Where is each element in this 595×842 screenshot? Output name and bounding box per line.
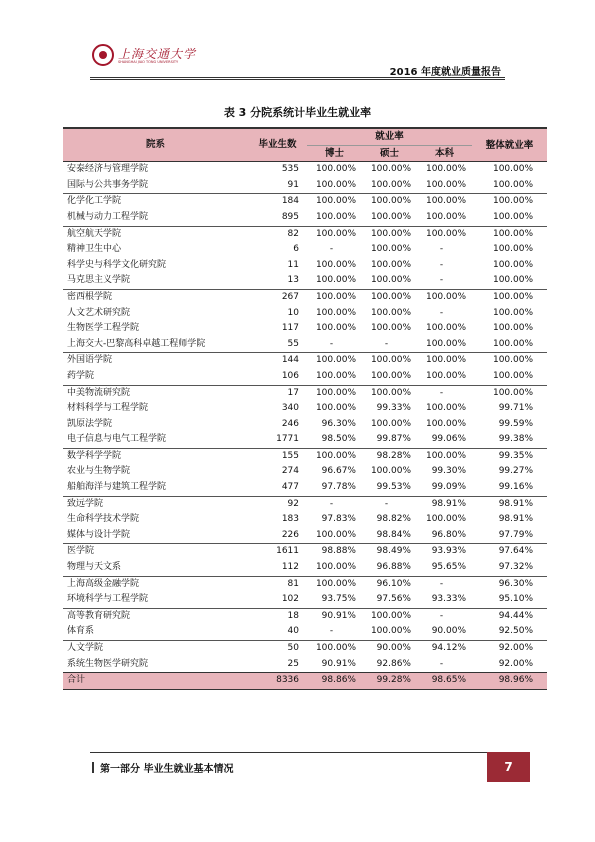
overall-cell: 100.00%	[492, 164, 534, 175]
master-cell: 96.10%	[376, 578, 411, 589]
phd-cell: 98.88%	[321, 546, 356, 557]
master-cell: 99.87%	[376, 434, 411, 445]
count-cell: 81	[287, 578, 299, 589]
count-cell: 17	[287, 387, 299, 398]
bachelor-cell: 100.00%	[425, 196, 467, 207]
table-row	[63, 576, 547, 592]
overall-cell: 99.71%	[498, 403, 534, 414]
table-row	[63, 544, 547, 560]
bachelor-cell: 99.30%	[431, 466, 467, 477]
total-count: 8336	[248, 673, 307, 690]
count-cell: 55	[287, 338, 299, 349]
master-cell: 100.00%	[370, 307, 411, 318]
bachelor-cell: 99.09%	[431, 482, 467, 493]
bachelor-cell: 94.12%	[431, 643, 467, 653]
dept-cell: 航空航天学院	[67, 228, 122, 239]
overall-cell: 100.00%	[492, 275, 534, 286]
table-row	[63, 624, 547, 640]
bachelor-cell: 96.80%	[431, 529, 467, 540]
bachelor-cell: 98.91%	[431, 498, 467, 509]
total-master: 99.28%	[362, 673, 417, 690]
phd-cell: 100.00%	[315, 164, 356, 175]
total-phd: 98.86%	[307, 673, 362, 690]
overall-cell: 95.10%	[498, 594, 534, 605]
overall-cell: 100.00%	[492, 228, 534, 239]
bachelor-cell: 100.00%	[425, 450, 467, 461]
table-row	[63, 448, 547, 464]
bachelor-cell: 95.65%	[431, 562, 467, 573]
dept-cell: 媒体与设计学院	[67, 529, 131, 540]
total-row	[63, 673, 547, 690]
phd-cell: 100.00%	[315, 228, 356, 239]
count-cell: 91	[287, 179, 299, 190]
dept-cell: 外国语学院	[67, 355, 113, 366]
table-row	[63, 657, 547, 673]
bachelor-cell: -	[439, 244, 444, 255]
count-cell: 50	[287, 643, 299, 653]
overall-cell: 99.59%	[498, 418, 534, 429]
bachelor-cell: 100.00%	[425, 355, 467, 366]
master-cell: 99.53%	[376, 482, 411, 493]
university-seal-icon	[92, 44, 114, 66]
bachelor-cell: 100.00%	[425, 228, 467, 239]
phd-cell: 97.83%	[321, 514, 356, 525]
overall-cell: 100.00%	[492, 387, 534, 398]
overall-cell: 96.30%	[498, 578, 534, 589]
phd-cell: 93.75%	[321, 594, 356, 605]
count-cell: 6	[293, 244, 299, 255]
table-row	[63, 337, 547, 353]
overall-cell: 99.35%	[498, 450, 534, 461]
count-cell: 112	[281, 562, 299, 573]
footer-section	[92, 760, 233, 775]
bachelor-cell: -	[439, 259, 444, 270]
master-cell: 90.00%	[376, 643, 411, 653]
table-row	[63, 210, 547, 226]
phd-cell: 90.91%	[321, 658, 356, 669]
footer-section-label: 第一部分 毕业生就业基本情况	[100, 764, 234, 775]
report-title: 2016 年度就业质量报告	[389, 67, 501, 78]
master-cell: 98.49%	[376, 546, 411, 557]
header-phd: 博士	[307, 145, 362, 162]
bachelor-cell: 100.00%	[425, 211, 467, 222]
bachelor-cell: 100.00%	[425, 291, 467, 302]
phd-cell: 100.00%	[315, 196, 356, 207]
bachelor-cell: 90.00%	[431, 626, 467, 637]
count-cell: 1611	[276, 546, 299, 557]
dept-cell: 安泰经济与管理学院	[67, 164, 149, 175]
header-dept: 院系	[63, 128, 248, 162]
phd-cell: 100.00%	[315, 323, 356, 334]
dept-cell: 中美物流研究院	[67, 387, 131, 398]
dept-cell: 体育系	[67, 626, 95, 637]
count-cell: 1771	[276, 434, 299, 445]
table-row	[63, 496, 547, 512]
bachelor-cell: 100.00%	[425, 323, 467, 334]
master-cell: 100.00%	[370, 418, 411, 429]
dept-cell: 医学院	[67, 546, 95, 557]
master-cell: 100.00%	[370, 466, 411, 477]
dept-cell: 上海交大-巴黎高科卓越工程师学院	[67, 338, 206, 349]
total-overall: 98.96%	[472, 673, 547, 690]
logo-subtext: SHANGHAI JIAO TONG UNIVERSITY	[118, 60, 179, 64]
table-row	[63, 641, 547, 657]
count-cell: 25	[287, 658, 299, 669]
overall-cell: 100.00%	[492, 307, 534, 318]
count-cell: 267	[281, 291, 299, 302]
master-cell: 98.84%	[376, 529, 411, 540]
table-body	[63, 162, 547, 673]
master-cell: 92.86%	[376, 658, 411, 669]
overall-cell: 100.00%	[492, 196, 534, 207]
master-cell: 100.00%	[370, 228, 411, 239]
dept-cell: 人文艺术研究院	[67, 307, 131, 318]
bachelor-cell: 100.00%	[425, 403, 467, 414]
table-row	[63, 369, 547, 385]
bachelor-cell: 100.00%	[425, 514, 467, 525]
table-row	[63, 242, 547, 258]
table-row	[63, 432, 547, 448]
dept-cell: 物理与天文系	[67, 562, 122, 573]
phd-cell: -	[329, 338, 334, 349]
overall-cell: 100.00%	[492, 355, 534, 366]
overall-cell: 97.79%	[498, 529, 534, 540]
count-cell: 274	[281, 466, 299, 477]
master-cell: 100.00%	[370, 610, 411, 621]
count-cell: 18	[287, 610, 299, 621]
phd-cell: 98.50%	[321, 434, 356, 445]
phd-cell: 100.00%	[315, 275, 356, 286]
overall-cell: 98.91%	[498, 498, 534, 509]
bachelor-cell: 100.00%	[425, 164, 467, 175]
phd-cell: 100.00%	[315, 529, 356, 540]
dept-cell: 人文学院	[67, 643, 104, 653]
master-cell: 97.56%	[376, 594, 411, 605]
master-cell: 100.00%	[370, 626, 411, 637]
dept-cell: 密西根学院	[67, 291, 113, 302]
header-overall: 整体就业率	[472, 128, 547, 162]
bachelor-cell: -	[439, 610, 444, 621]
phd-cell: 100.00%	[315, 259, 356, 270]
phd-cell: 100.00%	[315, 307, 356, 318]
count-cell: 40	[287, 626, 299, 637]
master-cell: 100.00%	[370, 387, 411, 398]
table-row	[63, 417, 547, 433]
header-master: 硕士	[362, 145, 417, 162]
table-row	[63, 512, 547, 528]
master-cell: 100.00%	[370, 244, 411, 255]
master-cell: 100.00%	[370, 355, 411, 366]
bachelor-cell: 93.93%	[431, 546, 467, 557]
bachelor-cell: 93.33%	[431, 594, 467, 605]
count-cell: 11	[287, 259, 299, 270]
overall-cell: 98.91%	[498, 514, 534, 525]
phd-cell: 100.00%	[315, 291, 356, 302]
table-row	[63, 258, 547, 274]
count-cell: 340	[281, 403, 299, 414]
master-cell: 96.88%	[376, 562, 411, 573]
university-logo	[92, 44, 202, 70]
dept-cell: 船舶海洋与建筑工程学院	[67, 482, 167, 493]
count-cell: 155	[281, 450, 299, 461]
phd-cell: 100.00%	[315, 211, 356, 222]
overall-cell: 100.00%	[492, 179, 534, 190]
dept-cell: 环境科学与工程学院	[67, 594, 149, 605]
phd-cell: 97.78%	[321, 482, 356, 493]
total-label: 合计	[63, 673, 248, 690]
dept-cell: 生物医学工程学院	[67, 323, 140, 334]
dept-cell: 机械与动力工程学院	[67, 211, 149, 222]
phd-cell: 96.67%	[321, 466, 356, 477]
count-cell: 106	[281, 370, 299, 381]
phd-cell: 100.00%	[315, 403, 356, 414]
table-row	[63, 273, 547, 289]
master-cell: 100.00%	[370, 275, 411, 286]
table-row	[63, 162, 547, 178]
master-cell: 100.00%	[370, 323, 411, 334]
count-cell: 184	[281, 196, 299, 207]
header-bachelor: 本科	[417, 145, 472, 162]
bachelor-cell: -	[439, 275, 444, 286]
dept-cell: 凯原法学院	[67, 418, 113, 429]
bachelor-cell: -	[439, 658, 444, 669]
overall-cell: 97.32%	[498, 562, 534, 573]
table-row	[63, 226, 547, 242]
dept-cell: 上海高级金融学院	[67, 578, 140, 589]
overall-cell: 99.16%	[498, 482, 534, 493]
overall-cell: 100.00%	[492, 244, 534, 255]
overall-cell: 94.44%	[498, 610, 534, 621]
phd-cell: 100.00%	[315, 370, 356, 381]
master-cell: 98.82%	[376, 514, 411, 525]
dept-cell: 生命科学技术学院	[67, 514, 140, 525]
dept-cell: 马克思主义学院	[67, 275, 131, 286]
dept-cell: 化学化工学院	[67, 196, 122, 207]
table-row	[63, 385, 547, 401]
bachelor-cell: -	[439, 387, 444, 398]
overall-cell: 100.00%	[492, 323, 534, 334]
overall-cell: 92.00%	[498, 643, 534, 653]
master-cell: -	[384, 338, 389, 349]
table-row	[63, 528, 547, 544]
master-cell: -	[384, 498, 389, 509]
phd-cell: 100.00%	[315, 562, 356, 573]
count-cell: 246	[281, 418, 299, 429]
dept-cell: 药学院	[67, 370, 95, 381]
table-row	[63, 306, 547, 322]
dept-cell: 电子信息与电气工程学院	[67, 434, 167, 445]
table-row	[63, 289, 547, 305]
phd-cell: 100.00%	[315, 450, 356, 461]
count-cell: 477	[281, 482, 299, 493]
phd-cell: 96.30%	[321, 418, 356, 429]
dept-cell: 系统生物医学研究院	[67, 658, 149, 669]
count-cell: 82	[287, 228, 299, 239]
header-divider	[90, 77, 505, 78]
count-cell: 92	[287, 498, 299, 509]
bachelor-cell: 100.00%	[425, 179, 467, 190]
count-cell: 13	[287, 275, 299, 286]
phd-cell: 90.91%	[321, 610, 356, 621]
overall-cell: 97.64%	[498, 546, 534, 557]
footer-bar-icon	[92, 762, 94, 773]
dept-cell: 材料科学与工程学院	[67, 403, 149, 414]
phd-cell: -	[329, 244, 334, 255]
master-cell: 98.28%	[376, 450, 411, 461]
overall-cell: 100.00%	[492, 370, 534, 381]
count-cell: 117	[281, 323, 299, 334]
phd-cell: 100.00%	[315, 355, 356, 366]
phd-cell: 100.00%	[315, 387, 356, 398]
count-cell: 10	[287, 307, 299, 318]
table-row	[63, 178, 547, 194]
phd-cell: 100.00%	[315, 578, 356, 589]
table-row	[63, 353, 547, 369]
table-row	[63, 480, 547, 496]
master-cell: 100.00%	[370, 164, 411, 175]
total-bachelor: 98.65%	[417, 673, 472, 690]
dept-cell: 农业与生物学院	[67, 466, 131, 477]
dept-cell: 高等教育研究院	[67, 610, 131, 621]
overall-cell: 100.00%	[492, 211, 534, 222]
overall-cell: 92.00%	[498, 658, 534, 669]
table-title: 表 3 分院系统计毕业生就业率	[223, 106, 372, 119]
bachelor-cell: 100.00%	[425, 418, 467, 429]
overall-cell: 100.00%	[492, 259, 534, 270]
table-row	[63, 592, 547, 608]
table-row	[63, 194, 547, 210]
bachelor-cell: -	[439, 307, 444, 318]
bachelor-cell: 100.00%	[425, 338, 467, 349]
count-cell: 144	[281, 355, 299, 366]
table-row	[63, 464, 547, 480]
overall-cell: 92.50%	[498, 626, 534, 637]
count-cell: 535	[281, 164, 299, 175]
phd-cell: 100.00%	[315, 179, 356, 190]
table-row	[63, 608, 547, 624]
dept-cell: 精神卫生中心	[67, 244, 122, 255]
overall-cell: 99.38%	[498, 434, 534, 445]
dept-cell: 数学科学学院	[67, 450, 122, 461]
employment-rate-table	[63, 127, 547, 690]
bachelor-cell: -	[439, 578, 444, 589]
count-cell: 895	[281, 211, 299, 222]
table-row	[63, 321, 547, 337]
bachelor-cell: 100.00%	[425, 370, 467, 381]
count-cell: 102	[281, 594, 299, 605]
count-cell: 183	[281, 514, 299, 525]
count-cell: 226	[281, 529, 299, 540]
header-rate: 就业率	[307, 128, 472, 145]
master-cell: 100.00%	[370, 196, 411, 207]
dept-cell: 科学史与科学文化研究院	[67, 259, 167, 270]
table-row	[63, 401, 547, 417]
overall-cell: 100.00%	[492, 291, 534, 302]
master-cell: 100.00%	[370, 370, 411, 381]
header-divider-thin	[90, 79, 505, 80]
master-cell: 100.00%	[370, 259, 411, 270]
phd-cell: 100.00%	[315, 643, 356, 653]
dept-cell: 致远学院	[67, 498, 104, 509]
master-cell: 100.00%	[370, 211, 411, 222]
page-number: 7	[487, 752, 530, 782]
master-cell: 100.00%	[370, 291, 411, 302]
master-cell: 99.33%	[376, 403, 411, 414]
overall-cell: 100.00%	[492, 338, 534, 349]
dept-cell: 国际与公共事务学院	[67, 179, 149, 190]
phd-cell: -	[329, 498, 334, 509]
bachelor-cell: 99.06%	[431, 434, 467, 445]
phd-cell: -	[329, 626, 334, 637]
logo-text: 上海交通大学	[118, 47, 197, 61]
overall-cell: 99.27%	[498, 466, 534, 477]
header-count: 毕业生数	[248, 128, 307, 162]
table-row	[63, 560, 547, 576]
footer-divider	[90, 752, 525, 753]
master-cell: 100.00%	[370, 179, 411, 190]
